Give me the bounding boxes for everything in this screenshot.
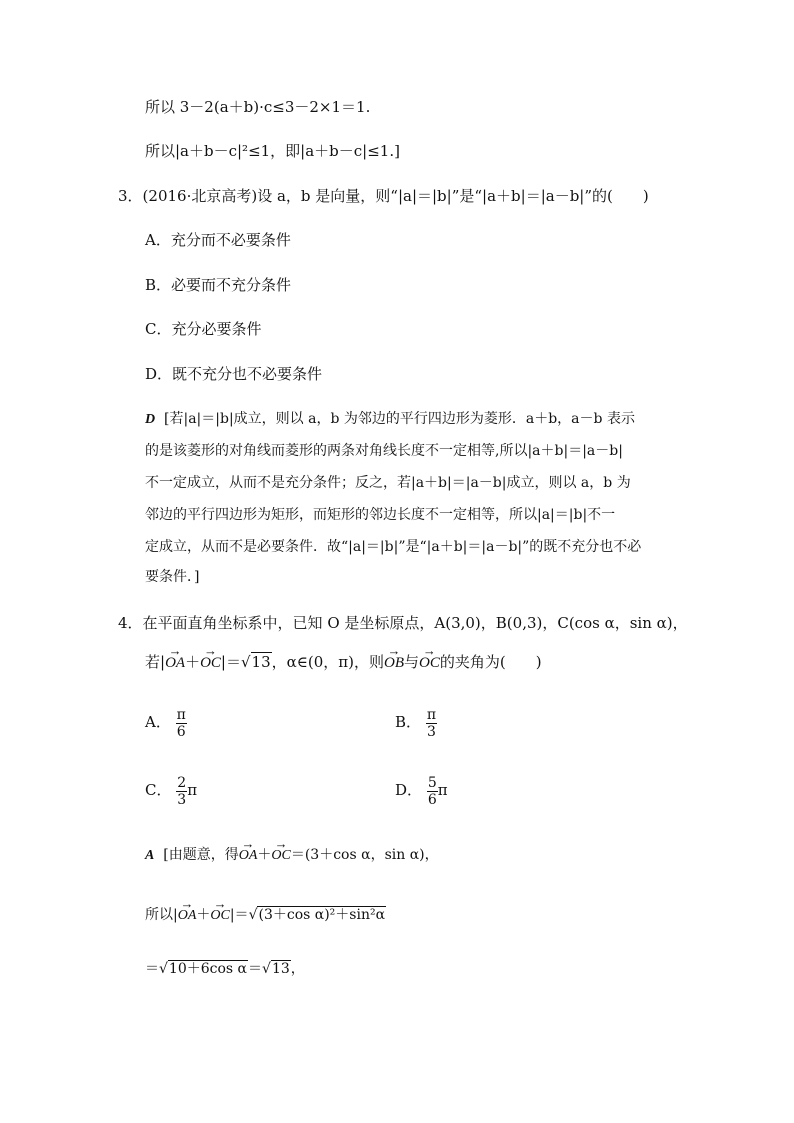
- q4-solution-line-2: 所以|→ OA＋→ OC|＝√(3＋cos α)²＋sin²α: [145, 904, 386, 927]
- q3-analysis-line-6: 要条件．]: [145, 569, 200, 585]
- q4-option-b: B． $\frac{\pi}{3}$: [395, 706, 437, 740]
- q3-analysis-line-1: D [若|a|＝|b|成立，则以 a，b 为邻边的平行四边形为菱形．a＋b，a－b 表示: [145, 411, 635, 427]
- sqrt-13: √13: [240, 653, 271, 671]
- vector-oc: → OC: [210, 905, 229, 927]
- vector-oc-2: → OC: [419, 652, 440, 674]
- vector-ob: → OB: [384, 652, 404, 674]
- continuation-line-1: 所以 3－2(a＋b)·c≤3－2×1＝1.: [145, 98, 371, 116]
- q4-solution-line-1: A [由题意，得→ OA＋→ OC＝(3＋cos α，sin α)，: [145, 844, 439, 867]
- vector-oc: → OC: [271, 845, 290, 867]
- vector-oc: → OC: [200, 652, 221, 674]
- q4-option-c: C． $\frac{2}{3}$ π: [145, 774, 198, 808]
- q4-option-a: A． $\frac{\pi}{6}$: [145, 706, 186, 740]
- vector-oa: → OA: [178, 905, 197, 927]
- answer-letter: D: [145, 412, 156, 427]
- q3-analysis-line-5: 定成立，从而不是必要条件．故“|a|＝|b|”是“|a＋b|＝|a－b|”的既不充分也不必: [145, 539, 642, 555]
- answer-letter: A: [145, 848, 155, 863]
- fraction: $\frac{2}{3}$: [177, 774, 187, 808]
- fraction: $\frac{5}{6}$: [427, 774, 437, 808]
- question-number: 3．: [118, 187, 143, 205]
- q3-analysis-line-3: 不一定成立，从而不是充分条件；反之，若|a＋b|＝|a－b|成立，则以 a，b 为: [145, 475, 631, 491]
- fraction: $\frac{\pi}{3}$: [426, 706, 437, 740]
- sqrt-expression: √10＋6cos α: [159, 961, 248, 977]
- q3-analysis-line-2: 的是该菱形的对角线而菱形的两条对角线长度不一定相等,所以|a＋b|＝|a－b|: [145, 443, 623, 459]
- q3-analysis-line-4: 邻边的平行四边形为矩形，而矩形的邻边长度不一定相等，所以|a|＝|b|不一: [145, 507, 616, 523]
- sqrt-13: √13: [262, 961, 290, 977]
- continuation-line-2: 所以|a＋b－c|²≤1，即|a＋b－c|≤1.]: [145, 142, 400, 160]
- fraction: $\frac{\pi}{6}$: [176, 706, 186, 740]
- vector-oa: → OA: [165, 652, 185, 674]
- question-3-stem: 3．(2016·北京高考)设 a，b 是向量，则“|a|＝|b|”是“|a＋b|＝|a－b|”的( ): [118, 187, 649, 205]
- sqrt-expression: √(3＋cos α)²＋sin²α: [248, 907, 386, 923]
- q3-option-c: C．充分必要条件: [145, 320, 262, 338]
- q3-option-d: D．既不充分也不必要条件: [145, 365, 323, 383]
- q4-option-d: D． $\frac{5}{6}$ π: [395, 774, 448, 808]
- question-4-stem-line-2: 若|→ OA＋→ OC|＝√13，α∈(0，π)，则→ OB与→ OC的夹角为( ): [145, 651, 542, 674]
- q3-option-b: B．必要而不充分条件: [145, 276, 292, 294]
- question-4-stem-line-1: 4．在平面直角坐标系中，已知 O 是坐标原点，A(3,0)，B(0,3)，C(cos α，sin α)，: [118, 614, 688, 632]
- q4-solution-line-3: ＝√10＋6cos α＝√13，: [145, 958, 305, 980]
- q3-option-a: A．充分而不必要条件: [145, 231, 291, 249]
- question-number: 4．: [118, 614, 143, 632]
- vector-oa: → OA: [239, 845, 258, 867]
